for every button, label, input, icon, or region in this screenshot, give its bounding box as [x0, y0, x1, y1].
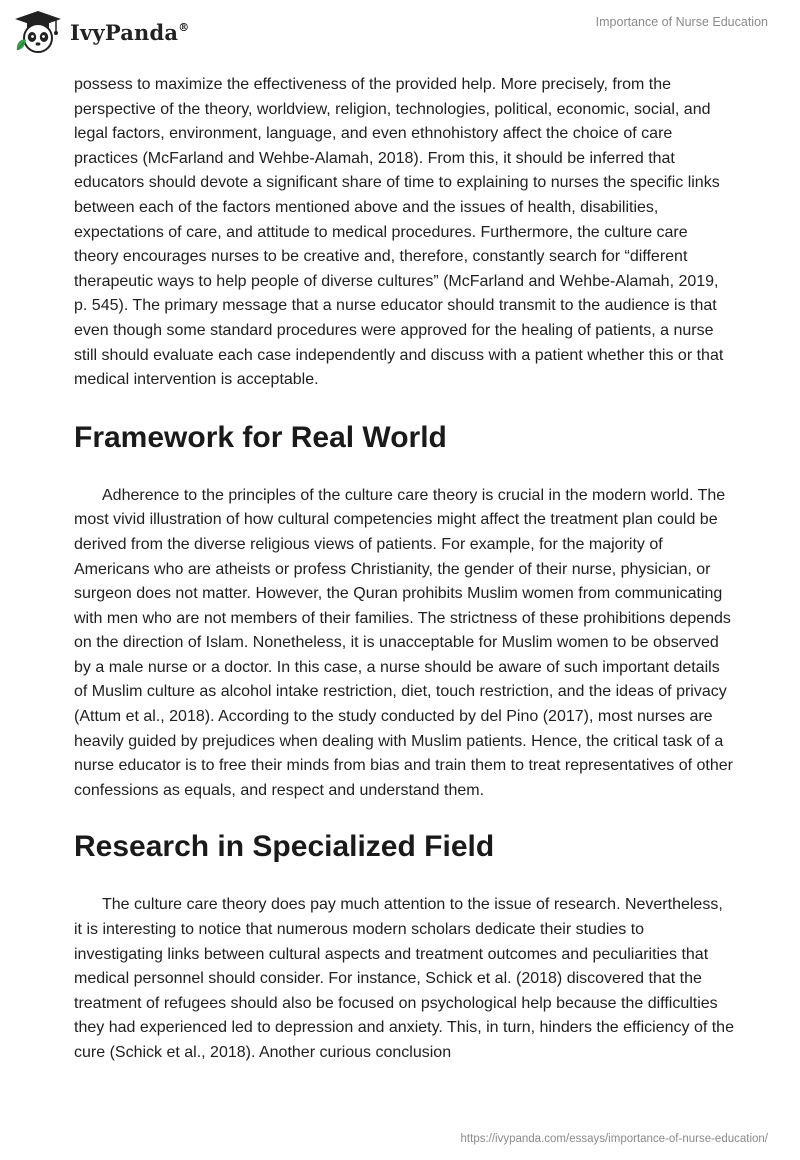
page-header — [0, 0, 800, 70]
intro-paragraph: possess to maximize the effectiveness of the provided help. More precisely, from the perspective of the theory, worldview, religion, technologies, political, economic, social, and legal factors, environment, language, and even ethnohistory affect the choice of care practices (McFarland and Wehbe-Alamah, 2018). From this, it should be inferred that educators should devote a significant share of time to explaining to nurses the specific links between each of the factors mentioned above and the issues of health, disabilities, expectations of care, and attitude to medical procedures. Furthermore, the culture care theory encourages nurses to be creative and, therefore, constantly search for “different therapeutic ways to help people of diverse cultures” (McFarland and Wehbe-Alamah, 2019, p. 545). The primary message that a nurse educator should transmit to the audience is that even though some standard procedures were approved for the healing of patients, a nurse still should evaluate each case independently and discuss with a patient whether this or that medical intervention is acceptable. — [74, 76, 724, 389]
essay-content — [74, 73, 734, 1066]
panda-graduate-icon — [12, 10, 64, 54]
ivypanda-logo[interactable] — [12, 10, 189, 54]
section-heading-research: Research in Specialized Field — [74, 830, 495, 864]
source-url[interactable]: https://ivypanda.com/essays/importance-of-nurse-education/ — [460, 1133, 768, 1145]
framework-paragraph: Adherence to the principles of the culture care theory is crucial in the modern world. The most vivid illustration of how cultural competencies might affect the treatment plan could be derived from the diverse religious views of patients. For example, for the majority of Americans who are atheists or profess Christianity, the gender of their nurse, physician, or surgeon does not matter. However, the Quran prohibits Muslim women from communicating with men who are not members of their families. The strictness of these prohibitions depends on the direction of Islam. Nonetheless, it is unacceptable for Muslim women to be observed by a male nurse or a doctor. In this case, a nurse should be aware of such important details of Muslim culture as alcohol intake restriction, diet, touch restriction, and the ideas of privacy (Attum et al., 2018). According to the study conducted by del Pino (2017), most nurses are heavily guided by prejudices when dealing with Muslim patients. Hence, the critical task of a nurse educator is to free their minds from bias and train them to treat representatives of other confessions as equals, and respect and understand them. — [74, 486, 733, 799]
research-paragraph: The culture care theory does pay much attention to the issue of research. Nevertheless, it is interesting to notice that numerous modern scholars dedicate their studies to investigating links between cultural aspects and treatment outcomes and peculiarities that medical personnel should consider. For instance, Schick et al. (2018) discovered that the treatment of refugees should also be focused on psychological help because the difficulties they had experienced led to depression and anxiety. This, in turn, hinders the efficiency of the cure (Schick et al., 2018). Another curious conclusion — [74, 896, 734, 1061]
document-title: Importance of Nurse Education — [595, 15, 768, 29]
brand-name: IvyPanda® — [70, 19, 190, 45]
section-heading-framework: Framework for Real World — [74, 420, 447, 454]
